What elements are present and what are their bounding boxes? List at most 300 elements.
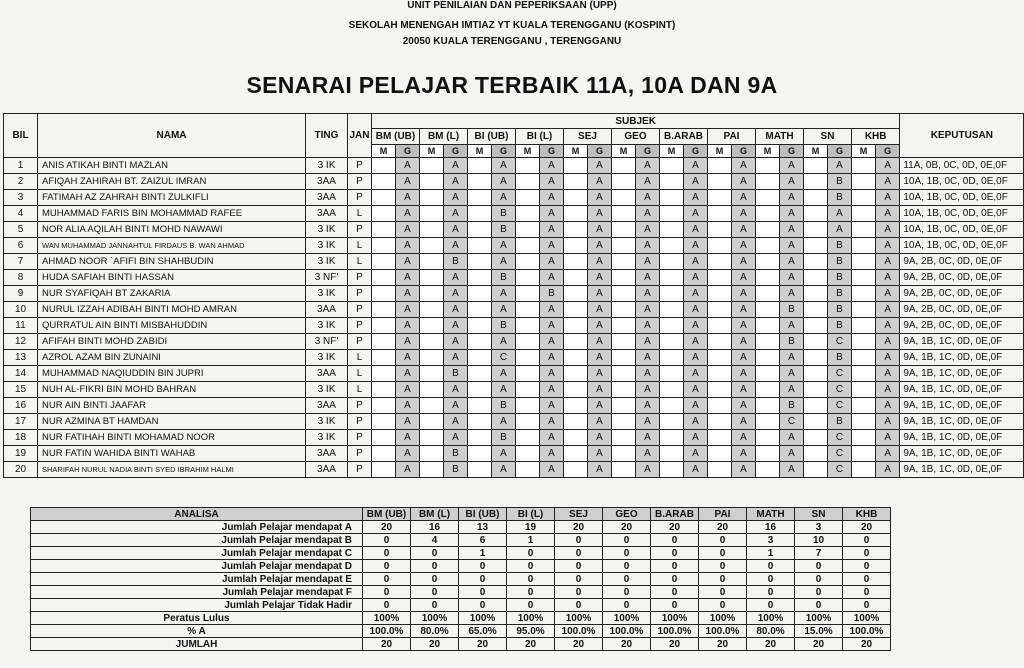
analisa-value: 20 xyxy=(363,638,411,651)
analisa-value: 0 xyxy=(747,599,795,612)
g-subheader: G xyxy=(684,145,708,158)
analisa-subject-header: GEO xyxy=(603,508,651,521)
grade-cell: A xyxy=(396,446,420,462)
m-cell xyxy=(708,302,732,318)
analisa-value: 65.0% xyxy=(459,625,507,638)
analisa-value: 0 xyxy=(651,573,699,586)
grade-cell: A xyxy=(636,254,660,270)
nama-cell: AHMAD NOOR `AFIFI BIN SHAHBUDIN xyxy=(38,254,306,270)
m-subheader: M xyxy=(468,145,492,158)
m-cell xyxy=(612,462,636,478)
grade-cell: A xyxy=(492,190,516,206)
m-cell xyxy=(420,174,444,190)
m-cell xyxy=(372,382,396,398)
analisa-value: 20 xyxy=(411,638,459,651)
m-cell xyxy=(516,414,540,430)
m-subheader: M xyxy=(564,145,588,158)
analisa-subject-header: SEJ xyxy=(555,508,603,521)
analisa-value: 0 xyxy=(843,586,891,599)
subject-header: GEO xyxy=(612,129,660,145)
m-cell xyxy=(372,286,396,302)
m-cell xyxy=(612,270,636,286)
analisa-value: 0 xyxy=(747,560,795,573)
m-cell xyxy=(852,174,876,190)
m-cell xyxy=(756,382,780,398)
m-cell xyxy=(564,286,588,302)
grade-cell: A xyxy=(588,350,612,366)
grade-cell: A xyxy=(588,206,612,222)
grade-cell: A xyxy=(636,238,660,254)
m-cell xyxy=(516,446,540,462)
ting-cell: 3AA xyxy=(306,446,348,462)
m-cell xyxy=(516,430,540,446)
grade-cell: A xyxy=(588,158,612,174)
analisa-value: 0 xyxy=(843,547,891,560)
g-subheader: G xyxy=(540,145,564,158)
ting-cell: 3AA xyxy=(306,398,348,414)
grade-cell: A xyxy=(492,158,516,174)
analisa-value: 0 xyxy=(411,586,459,599)
analisa-value: 0 xyxy=(651,599,699,612)
m-cell xyxy=(564,222,588,238)
grade-cell: C xyxy=(828,430,852,446)
analisa-value: 0 xyxy=(651,547,699,560)
g-subheader: G xyxy=(588,145,612,158)
m-cell xyxy=(516,286,540,302)
m-cell xyxy=(708,414,732,430)
grade-cell: A xyxy=(780,446,804,462)
analisa-value: 20 xyxy=(651,638,699,651)
keputusan-cell: 9A, 1B, 1C, 0D, 0E,0F xyxy=(900,366,1024,382)
subject-header: BI (L) xyxy=(516,129,564,145)
bil-cell: 1 xyxy=(4,158,38,174)
ting-cell: 3AA xyxy=(306,462,348,478)
m-cell xyxy=(420,462,444,478)
jan-cell: P xyxy=(348,334,372,350)
grade-cell: A xyxy=(588,462,612,478)
m-cell xyxy=(756,398,780,414)
grade-cell: A xyxy=(876,302,900,318)
analisa-value: 0 xyxy=(603,573,651,586)
analisa-value: 20 xyxy=(507,638,555,651)
grade-cell: A xyxy=(636,350,660,366)
analisa-value: 100% xyxy=(795,612,843,625)
grade-cell: A xyxy=(540,238,564,254)
m-cell xyxy=(660,318,684,334)
grade-cell: A xyxy=(732,398,756,414)
m-cell xyxy=(708,462,732,478)
grade-cell: A xyxy=(492,334,516,350)
m-cell xyxy=(804,158,828,174)
grade-cell: A xyxy=(636,158,660,174)
m-cell xyxy=(612,398,636,414)
m-cell xyxy=(612,206,636,222)
m-subheader: M xyxy=(708,145,732,158)
analisa-value: 0 xyxy=(651,586,699,599)
m-cell xyxy=(852,190,876,206)
analisa-row xyxy=(31,573,891,586)
m-cell xyxy=(564,350,588,366)
table-row xyxy=(4,462,1024,478)
analisa-row xyxy=(31,612,891,625)
m-cell xyxy=(804,302,828,318)
m-cell xyxy=(804,350,828,366)
ting-cell: 3AA xyxy=(306,302,348,318)
analysis-table xyxy=(30,507,891,651)
m-cell xyxy=(372,334,396,350)
m-cell xyxy=(612,238,636,254)
analisa-value: 0 xyxy=(555,560,603,573)
m-cell xyxy=(564,334,588,350)
m-cell xyxy=(516,318,540,334)
grade-cell: A xyxy=(828,158,852,174)
grade-cell: A xyxy=(396,254,420,270)
keputusan-cell: 10A, 1B, 0C, 0D, 0E,0F xyxy=(900,174,1024,190)
grade-cell: A xyxy=(636,270,660,286)
grade-cell: A xyxy=(876,254,900,270)
grade-cell: A xyxy=(732,158,756,174)
table-row xyxy=(4,286,1024,302)
analisa-value: 100% xyxy=(507,612,555,625)
table-row xyxy=(4,238,1024,254)
analisa-value: 20 xyxy=(795,638,843,651)
m-cell xyxy=(804,222,828,238)
grade-cell: A xyxy=(876,206,900,222)
grade-cell: A xyxy=(396,414,420,430)
grade-cell: C xyxy=(780,414,804,430)
analisa-value: 0 xyxy=(843,599,891,612)
m-cell xyxy=(852,206,876,222)
analisa-subject-header: BI (UB) xyxy=(459,508,507,521)
m-cell xyxy=(660,206,684,222)
m-cell xyxy=(756,350,780,366)
grade-cell: A xyxy=(732,302,756,318)
subject-header: MATH xyxy=(756,129,804,145)
analisa-value: 0 xyxy=(507,599,555,612)
analisa-value: 100% xyxy=(843,612,891,625)
grade-cell: A xyxy=(684,446,708,462)
m-cell xyxy=(420,446,444,462)
grade-cell: B xyxy=(492,318,516,334)
analisa-subject-header: BI (L) xyxy=(507,508,555,521)
grade-cell: A xyxy=(588,334,612,350)
analisa-value: 0 xyxy=(555,547,603,560)
keputusan-cell: 9A, 1B, 1C, 0D, 0E,0F xyxy=(900,414,1024,430)
m-cell xyxy=(372,318,396,334)
m-cell xyxy=(516,334,540,350)
analisa-value: 20 xyxy=(747,638,795,651)
grade-cell: A xyxy=(684,382,708,398)
m-cell xyxy=(564,174,588,190)
analisa-value: 0 xyxy=(651,560,699,573)
m-cell xyxy=(708,286,732,302)
m-cell xyxy=(804,398,828,414)
grade-cell: A xyxy=(444,286,468,302)
grade-cell: A xyxy=(732,430,756,446)
grade-cell: A xyxy=(444,382,468,398)
table-row xyxy=(4,158,1024,174)
m-cell xyxy=(564,318,588,334)
m-cell xyxy=(852,270,876,286)
analisa-label: Jumlah Pelajar Tidak Hadir xyxy=(31,599,363,612)
nama-cell: QURRATUL AIN BINTI MISBAHUDDIN xyxy=(38,318,306,334)
grade-cell: A xyxy=(540,382,564,398)
grade-cell: A xyxy=(732,334,756,350)
ting-cell: 3 NF' xyxy=(306,334,348,350)
m-cell xyxy=(804,414,828,430)
grade-cell: A xyxy=(876,430,900,446)
m-cell xyxy=(804,430,828,446)
analisa-value: 100% xyxy=(411,612,459,625)
nama-cell: ANIS ATIKAH BINTI MAZLAN xyxy=(38,158,306,174)
grade-cell: A xyxy=(876,398,900,414)
grade-cell: A xyxy=(684,174,708,190)
grade-cell: B xyxy=(780,398,804,414)
m-cell xyxy=(468,318,492,334)
grade-cell: A xyxy=(588,446,612,462)
m-cell xyxy=(564,190,588,206)
m-cell xyxy=(660,238,684,254)
analisa-row xyxy=(31,586,891,599)
analisa-label: Jumlah Pelajar mendapat D xyxy=(31,560,363,573)
analisa-value: 1 xyxy=(459,547,507,560)
analisa-value: 100.0% xyxy=(699,625,747,638)
analisa-value: 20 xyxy=(555,521,603,534)
analisa-value: 16 xyxy=(747,521,795,534)
m-cell xyxy=(372,206,396,222)
nama-cell: FATIMAH AZ ZAHRAH BINTI ZULKIFLI xyxy=(38,190,306,206)
keputusan-cell: 10A, 1B, 0C, 0D, 0E,0F xyxy=(900,238,1024,254)
table-row xyxy=(4,446,1024,462)
analisa-value: 0 xyxy=(459,560,507,573)
m-cell xyxy=(612,414,636,430)
m-cell xyxy=(420,334,444,350)
m-cell xyxy=(372,350,396,366)
jan-cell: P xyxy=(348,174,372,190)
g-subheader: G xyxy=(828,145,852,158)
nama-cell: NOR ALIA AQILAH BINTI MOHD NAWAWI xyxy=(38,222,306,238)
analisa-label: % A xyxy=(31,625,363,638)
m-cell xyxy=(372,270,396,286)
jan-cell: P xyxy=(348,318,372,334)
ting-header: TING xyxy=(306,114,348,158)
nama-cell: AFIQAH ZAHIRAH BT. ZAIZUL IMRAN xyxy=(38,174,306,190)
analisa-value: 3 xyxy=(795,521,843,534)
grade-cell: A xyxy=(636,206,660,222)
grade-cell: A xyxy=(540,334,564,350)
bil-cell: 10 xyxy=(4,302,38,318)
grade-cell: A xyxy=(588,238,612,254)
g-subheader: G xyxy=(876,145,900,158)
m-cell xyxy=(516,222,540,238)
m-cell xyxy=(660,254,684,270)
grade-cell: A xyxy=(588,222,612,238)
m-cell xyxy=(516,174,540,190)
bil-cell: 18 xyxy=(4,430,38,446)
table-row xyxy=(4,382,1024,398)
m-cell xyxy=(708,318,732,334)
m-cell xyxy=(612,446,636,462)
analisa-value: 100% xyxy=(747,612,795,625)
grade-cell: A xyxy=(636,334,660,350)
grade-cell: A xyxy=(876,414,900,430)
m-cell xyxy=(756,206,780,222)
jan-cell: P xyxy=(348,430,372,446)
m-cell xyxy=(468,446,492,462)
analisa-subject-header: B.ARAB xyxy=(651,508,699,521)
m-cell xyxy=(564,270,588,286)
grade-cell: B xyxy=(828,238,852,254)
grade-cell: A xyxy=(876,238,900,254)
m-cell xyxy=(468,222,492,238)
m-cell xyxy=(660,222,684,238)
bil-cell: 19 xyxy=(4,446,38,462)
students-table xyxy=(3,113,1024,478)
table-row xyxy=(4,414,1024,430)
table-row xyxy=(4,190,1024,206)
m-cell xyxy=(852,350,876,366)
analisa-value: 0 xyxy=(363,599,411,612)
keputusan-cell: 9A, 1B, 1C, 0D, 0E,0F xyxy=(900,446,1024,462)
grade-cell: A xyxy=(732,366,756,382)
m-cell xyxy=(660,174,684,190)
m-cell xyxy=(564,366,588,382)
analisa-value: 0 xyxy=(555,534,603,547)
nama-cell: WAN MUHAMMAD JANNAHTUL FIRDAUS B. WAN AHMAD xyxy=(38,238,306,254)
analisa-label: Jumlah Pelajar mendapat A xyxy=(31,521,363,534)
grade-cell: A xyxy=(492,302,516,318)
m-cell xyxy=(804,286,828,302)
m-cell xyxy=(564,206,588,222)
grade-cell: A xyxy=(876,270,900,286)
bil-cell: 3 xyxy=(4,190,38,206)
jan-cell: P xyxy=(348,414,372,430)
m-cell xyxy=(708,430,732,446)
m-cell xyxy=(852,398,876,414)
nama-cell: NUR SYAFIQAH BT ZAKARIA xyxy=(38,286,306,302)
analisa-value: 0 xyxy=(363,534,411,547)
m-cell xyxy=(756,302,780,318)
grade-cell: A xyxy=(588,254,612,270)
analisa-value: 3 xyxy=(747,534,795,547)
m-cell xyxy=(468,206,492,222)
m-cell xyxy=(660,398,684,414)
m-cell xyxy=(708,446,732,462)
grade-cell: A xyxy=(684,462,708,478)
grade-cell: A xyxy=(588,430,612,446)
m-cell xyxy=(420,382,444,398)
analisa-subject-header: PAI xyxy=(699,508,747,521)
grade-cell: B xyxy=(828,302,852,318)
analisa-row xyxy=(31,638,891,651)
analisa-value: 16 xyxy=(411,521,459,534)
grade-cell: A xyxy=(636,222,660,238)
m-cell xyxy=(660,302,684,318)
nama-cell: NURUL IZZAH ADIBAH BINTI MOHD AMRAN xyxy=(38,302,306,318)
grade-cell: B xyxy=(444,254,468,270)
m-cell xyxy=(660,414,684,430)
jan-cell: P xyxy=(348,190,372,206)
m-cell xyxy=(420,190,444,206)
m-cell xyxy=(612,222,636,238)
table-row xyxy=(4,206,1024,222)
school-name: SEKOLAH MENENGAH IMTIAZ YT KUALA TERENGGANU (KOSPINT) xyxy=(348,20,676,31)
m-cell xyxy=(420,222,444,238)
grade-cell: A xyxy=(732,350,756,366)
m-cell xyxy=(372,398,396,414)
m-cell xyxy=(564,414,588,430)
keputusan-cell: 9A, 1B, 1C, 0D, 0E,0F xyxy=(900,334,1024,350)
table-row xyxy=(4,366,1024,382)
grade-cell: A xyxy=(492,414,516,430)
analisa-value: 19 xyxy=(507,521,555,534)
m-cell xyxy=(468,270,492,286)
analisa-value: 0 xyxy=(507,547,555,560)
keputusan-cell: 10A, 1B, 0C, 0D, 0E,0F xyxy=(900,222,1024,238)
grade-cell: A xyxy=(588,270,612,286)
analisa-subject-header: BM (L) xyxy=(411,508,459,521)
analisa-value: 0 xyxy=(363,586,411,599)
m-cell xyxy=(468,158,492,174)
analisa-value: 13 xyxy=(459,521,507,534)
m-cell xyxy=(804,462,828,478)
m-cell xyxy=(612,190,636,206)
nama-cell: AZROL AZAM BIN ZUNAINI xyxy=(38,350,306,366)
m-cell xyxy=(564,254,588,270)
m-cell xyxy=(708,334,732,350)
grade-cell: A xyxy=(540,462,564,478)
ting-cell: 3 IK xyxy=(306,414,348,430)
m-cell xyxy=(660,462,684,478)
m-cell xyxy=(420,206,444,222)
analisa-value: 20 xyxy=(459,638,507,651)
m-cell xyxy=(852,382,876,398)
grade-cell: A xyxy=(732,190,756,206)
bil-cell: 12 xyxy=(4,334,38,350)
grade-cell: A xyxy=(396,462,420,478)
m-subheader: M xyxy=(372,145,396,158)
analisa-value: 0 xyxy=(795,586,843,599)
analisa-value: 0 xyxy=(699,560,747,573)
m-cell xyxy=(516,270,540,286)
m-cell xyxy=(468,334,492,350)
grade-cell: A xyxy=(540,318,564,334)
m-cell xyxy=(756,254,780,270)
m-cell xyxy=(372,158,396,174)
m-cell xyxy=(372,430,396,446)
m-cell xyxy=(420,286,444,302)
grade-cell: A xyxy=(684,222,708,238)
keputusan-cell: 11A, 0B, 0C, 0D, 0E,0F xyxy=(900,158,1024,174)
keputusan-cell: 9A, 1B, 1C, 0D, 0E,0F xyxy=(900,398,1024,414)
m-subheader: M xyxy=(420,145,444,158)
keputusan-cell: 10A, 1B, 0C, 0D, 0E,0F xyxy=(900,190,1024,206)
grade-cell: A xyxy=(876,190,900,206)
analisa-value: 0 xyxy=(843,560,891,573)
m-cell xyxy=(852,238,876,254)
m-cell xyxy=(468,350,492,366)
g-subheader: G xyxy=(444,145,468,158)
m-cell xyxy=(708,222,732,238)
grade-cell: A xyxy=(876,334,900,350)
m-cell xyxy=(516,398,540,414)
bil-cell: 17 xyxy=(4,414,38,430)
grade-cell: A xyxy=(876,462,900,478)
m-cell xyxy=(852,318,876,334)
grade-cell: A xyxy=(492,382,516,398)
table-row xyxy=(4,398,1024,414)
bil-cell: 14 xyxy=(4,366,38,382)
